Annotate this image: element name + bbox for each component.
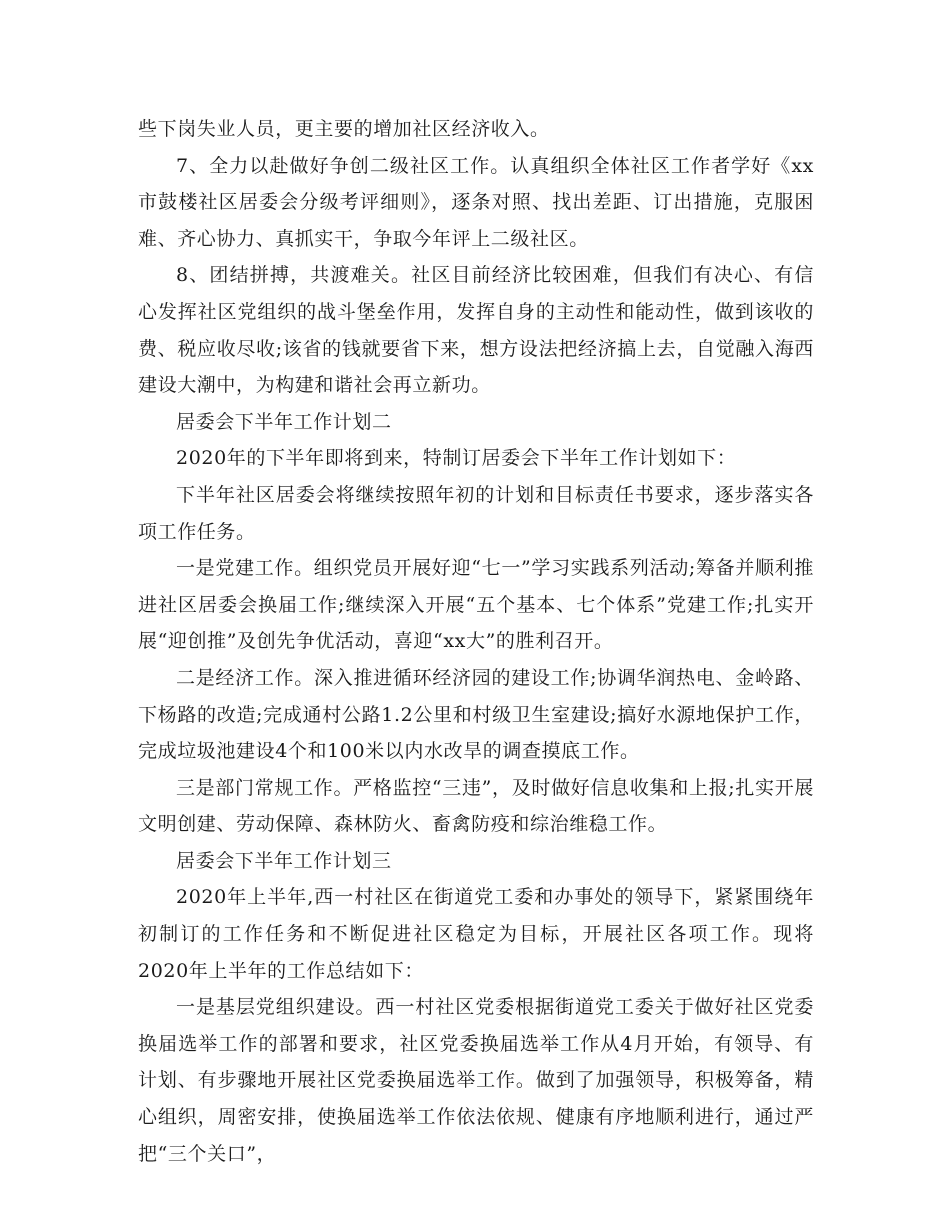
paragraph-routine-work: 三是部门常规工作。严格监控“三违”，及时做好信息收集和上报;扎实开展文明创建、劳动保障、森林防火、畜禽防疫和综治维稳工作。 (138, 776, 814, 836)
paragraph-intro-plan-three: 2020年上半年,西一村社区在街道党工委和办事处的领导下，紧紧围绕年初制订的工作任务和不断促进社区稳定为目标，开展社区各项工作。现将2020年上半年的工作总结如下： (138, 886, 814, 982)
document-body (138, 111, 814, 1172)
paragraph-1: 些下岗失业人员，更主要的增加社区经济收入。 (138, 118, 550, 140)
paragraph-grassroots-party: 一是基层党组织建设。西一村社区党委根据街道党工委关于做好社区党委换届选举工作的部署和要求，社区党委换届选举工作从4月开始，有领导、有计划、有步骤地开展社区党委换届选举工作。做到了加强领导，积极筹备，精心组织，周密安排，使换届选举工作依法依规、健康有序地顺利进行，通过严把“三个关口”， (138, 996, 814, 1165)
paragraph-item-8: 8、团结拼搏，共渡难关。社区目前经济比较困难，但我们有决心、有信心发挥社区党组织的战斗堡垒作用，发挥自身的主动性和能动性，做到该收的费、税应收尽收;该省的钱就要省下来，想方设法把经济搞上去，自觉融入海西建设大潮中，为构建和谐社会再立新功。 (138, 264, 814, 397)
paragraph-item-7: 7、全力以赴做好争创二级社区工作。认真组织全体社区工作者学好《xx市鼓楼社区居委会分级考评细则》，逐条对照、找出差距、订出措施，克服困难、齐心协力、真抓实干，争取今年评上二级社区。 (138, 154, 814, 250)
paragraph-party-building: 一是党建工作。组织党员开展好迎“七一”学习实践系列活动;筹备并顺利推进社区居委会换届工作;继续深入开展“五个基本、七个体系”党建工作;扎实开展“迎创推”及创先争优活动，喜迎“xx大”的胜利召开。 (138, 557, 814, 653)
section-heading-plan-two: 居委会下半年工作计划二 (176, 410, 392, 433)
paragraph-overview: 下半年社区居委会将继续按照年初的计划和目标责任书要求，逐步落实各项工作任务。 (138, 483, 814, 543)
paragraph-intro-plan-two: 2020年的下半年即将到来，特制订居委会下半年工作计划如下： (176, 447, 737, 470)
section-heading-plan-three: 居委会下半年工作计划三 (176, 849, 392, 872)
paragraph-economic-work: 二是经济工作。深入推进循环经济园的建设工作;协调华润热电、金岭路、下杨路的改造;完成通村公路1.2公里和村级卫生室建设;搞好水源地保护工作，完成垃圾池建设4个和100米以内水改旱的调查摸底工作。 (138, 666, 814, 763)
